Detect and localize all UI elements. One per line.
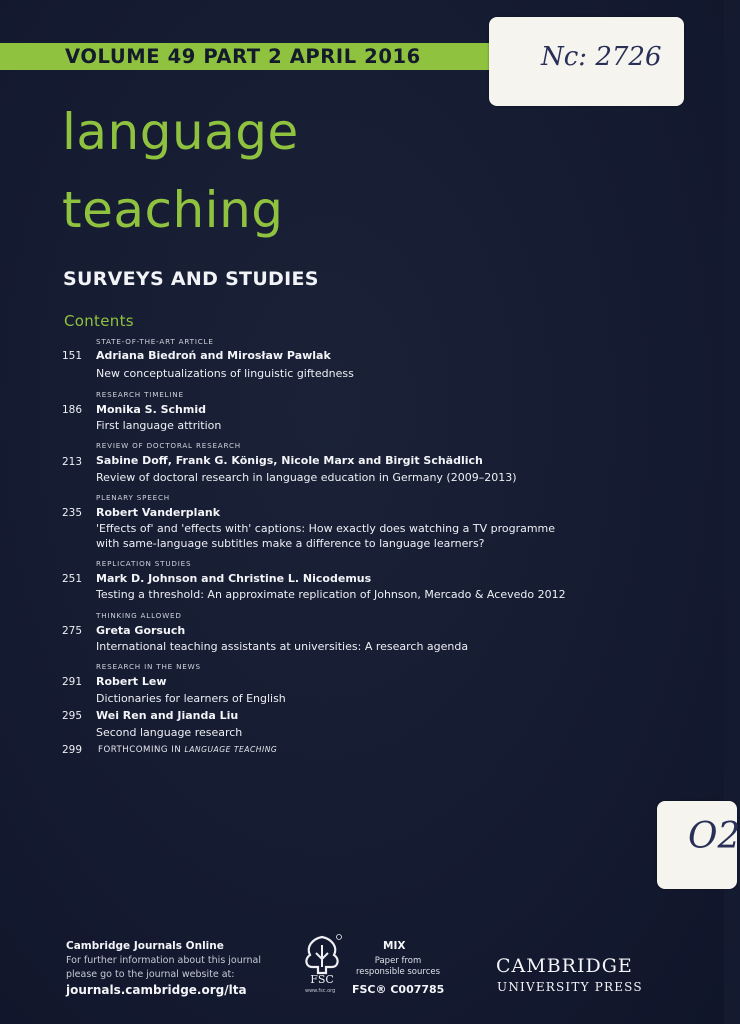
section-label: REVIEW OF DOCTORAL RESEARCH (96, 441, 241, 450)
journal-title-line2: teaching (62, 181, 284, 239)
forthcoming-journal: LANGUAGE TEACHING (184, 745, 278, 754)
page-number: 186 (61, 404, 82, 416)
mix-info-line: responsible sources (355, 967, 441, 977)
article-authors: Adriana Biedroń and Mirosław Pawlak (96, 349, 331, 362)
cjo-info-line: For further information about this journal (66, 955, 261, 966)
article-authors: Wei Ren and Jianda Liu (96, 709, 239, 722)
fsc-logo-text: FSC (310, 973, 334, 986)
forthcoming-label: FORTHCOMING IN (98, 745, 182, 755)
page-number: 251 (61, 573, 82, 585)
page-number: 151 (61, 350, 82, 362)
article-title: Review of doctoral research in language education in Germany (2009–2013) (96, 471, 517, 484)
article-title: 'Effects of' and 'effects with' captions: How exactly does watching a TV programme (96, 522, 556, 535)
mix-info-line: Paper from (374, 956, 422, 966)
publisher-subtitle: UNIVERSITY PRESS (497, 980, 643, 994)
article-title: First language attrition (96, 419, 222, 432)
page-number: 299 (61, 744, 82, 756)
article-title: Second language research (96, 726, 243, 739)
journal-subtitle: SURVEYS AND STUDIES (63, 268, 319, 290)
page-number: 295 (61, 710, 82, 722)
mix-label: MIX (383, 940, 406, 952)
side-sticker-handwriting: O2 (688, 816, 740, 857)
page-number: 275 (61, 625, 82, 637)
volume-issue-text: VOLUME 49 PART 2 APRIL 2016 (65, 45, 421, 68)
article-title: Dictionaries for learners of English (96, 692, 286, 705)
article-authors: Greta Gorsuch (96, 624, 186, 637)
fsc-tree-icon (300, 933, 344, 989)
section-label: RESEARCH IN THE NEWS (96, 662, 201, 671)
article-authors: Mark D. Johnson and Christine L. Nicodemus (96, 572, 372, 585)
article-title: Testing a threshold: An approximate replication of Johnson, Mercado & Acevedo 2012 (96, 588, 566, 601)
journal-title-line1: language (62, 103, 299, 161)
section-label: PLENARY SPEECH (96, 493, 170, 502)
article-title: International teaching assistants at universities: A research agenda (96, 640, 469, 653)
article-title-continued: with same-language subtitles make a difference to language learners? (96, 537, 485, 550)
publisher-name: CAMBRIDGE (496, 955, 633, 977)
article-authors: Sabine Doff, Frank G. Königs, Nicole Marx and Birgit Schädlich (96, 454, 483, 467)
cjo-title: Cambridge Journals Online (66, 940, 224, 952)
fsc-website: www.fsc.org (305, 988, 336, 994)
fsc-license-code: FSC® C007785 (352, 983, 445, 996)
page-number: 235 (61, 507, 82, 519)
section-label: THINKING ALLOWED (96, 611, 182, 620)
contents-heading: Contents (64, 312, 134, 330)
section-label: REPLICATION STUDIES (96, 559, 192, 568)
page-number: 213 (61, 456, 82, 468)
section-label: RESEARCH TIMELINE (96, 390, 184, 399)
article-authors: Robert Lew (96, 675, 167, 688)
journal-website-link[interactable]: journals.cambridge.org/lta (66, 983, 247, 997)
section-label: STATE-OF-THE-ART ARTICLE (96, 337, 214, 346)
sticker-handwriting: Nc: 2726 (541, 42, 662, 72)
article-title: New conceptualizations of linguistic giftedness (96, 367, 354, 380)
cjo-info-line: please go to the journal website at: (66, 969, 235, 980)
article-authors: Robert Vanderplank (96, 506, 221, 519)
forthcoming-line (98, 745, 277, 755)
article-authors: Monika S. Schmid (96, 403, 206, 416)
page-number: 291 (61, 676, 82, 688)
